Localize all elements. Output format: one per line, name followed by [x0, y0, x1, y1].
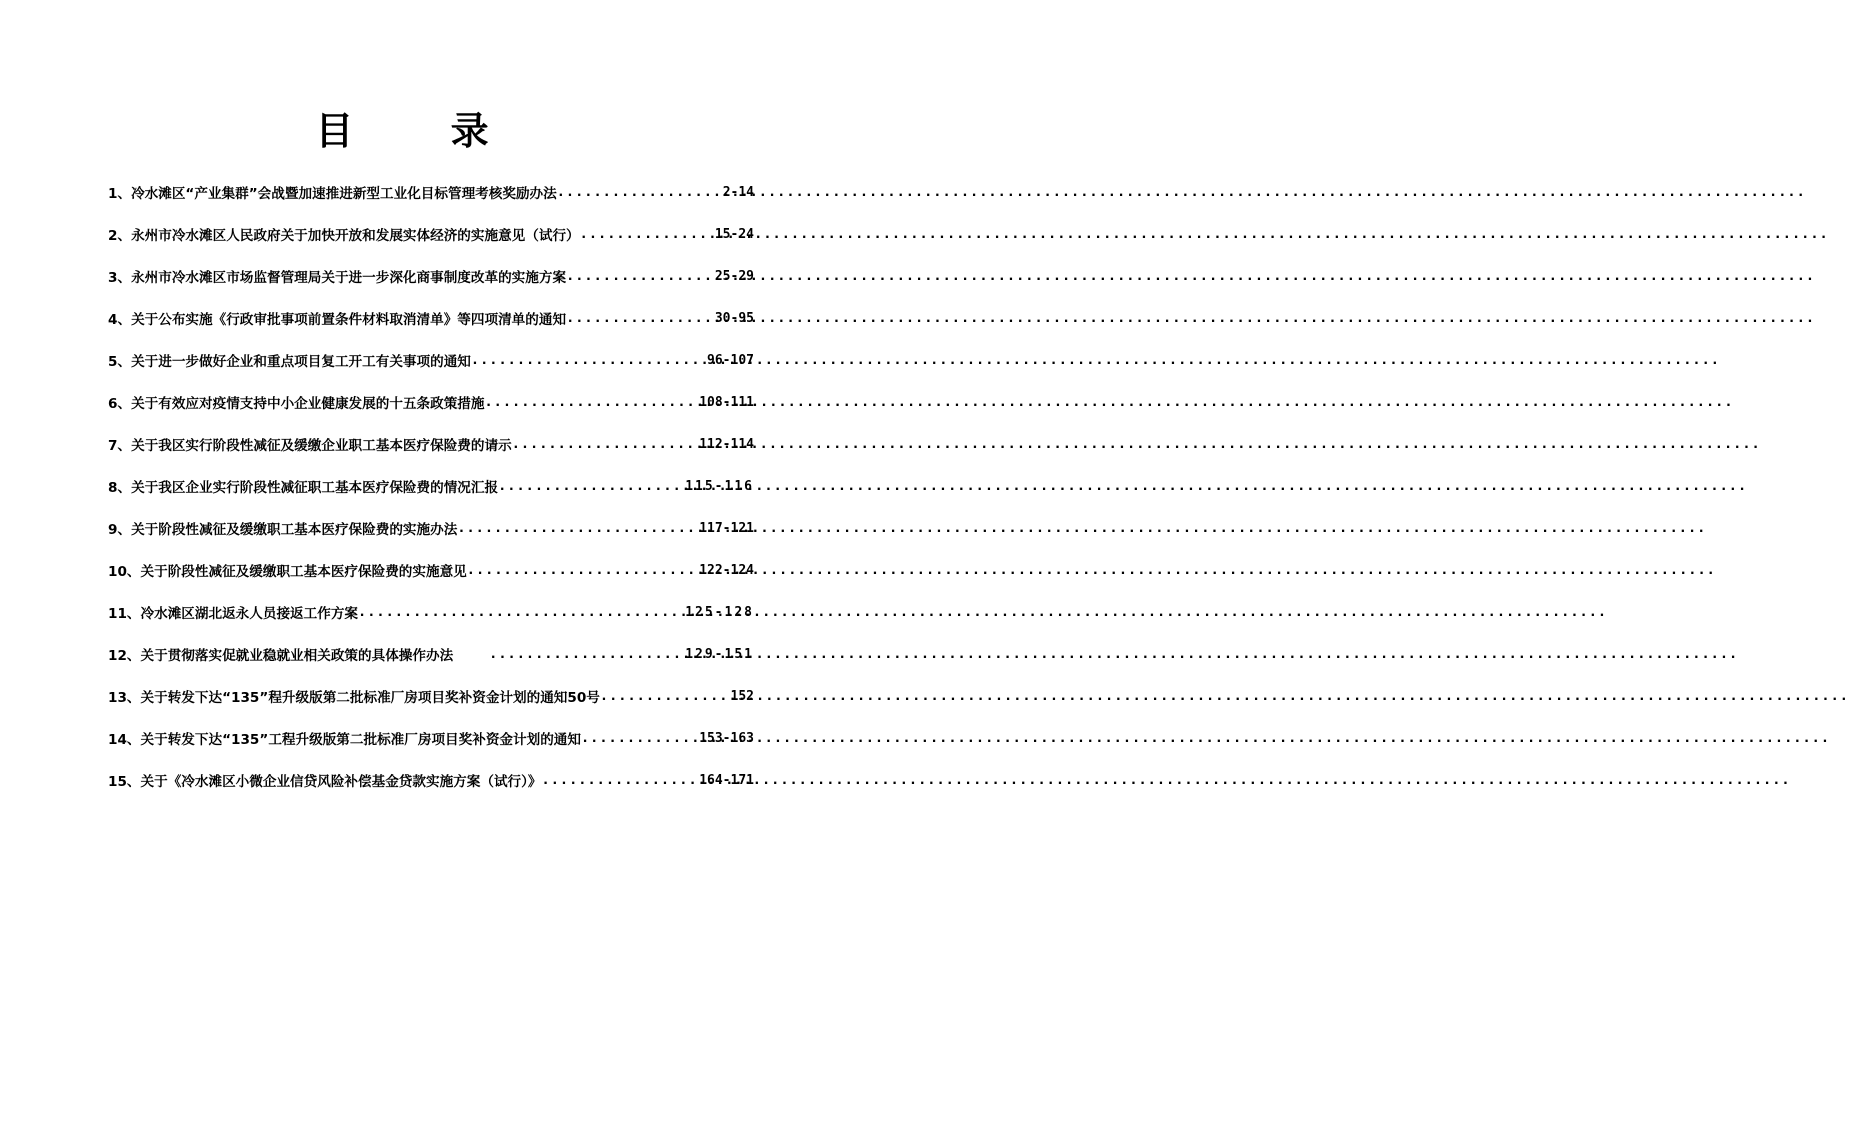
toc-entry-title: 永州市冷水滩区市场监督管理局关于进一步深化商事制度改革的实施方案: [131, 270, 567, 286]
toc-leader-dots: [457, 520, 699, 536]
toc-entry-number: 4、: [108, 312, 132, 328]
toc-entry-title: 关于阶段性减征及缓缴职工基本医疗保险费的实施办法: [131, 522, 458, 538]
toc-leader-dots: [600, 688, 731, 704]
toc-leader-dots: [358, 604, 685, 620]
toc-entry: [108, 213, 754, 255]
toc-entry-pages: 164-171: [699, 772, 754, 788]
toc-entry: [108, 171, 754, 213]
toc-entry-title: 关于阶段性减征及缓缴职工基本医疗保险费的实施意见: [140, 564, 467, 580]
toc-leader-dots: [566, 268, 715, 284]
toc-entry-pages: 96-107: [707, 352, 754, 368]
toc-entry-title: 关于我区实行阶段性减征及缓缴企业职工基本医疗保险费的请示: [131, 438, 512, 454]
toc-entry-pages: 115-116: [685, 478, 754, 494]
toc-entry: [108, 507, 754, 549]
toc-leader-dots: [498, 478, 685, 494]
toc-entry-number: 14、: [108, 732, 141, 748]
toc-entry-pages: 112-114: [699, 436, 754, 452]
toc-entry: [108, 759, 754, 801]
toc-entry: [108, 381, 754, 423]
toc-entry: [108, 549, 754, 591]
toc-entry-number: 13、: [108, 690, 141, 706]
toc-leader-dots: [485, 394, 700, 410]
toc-entry: [108, 633, 754, 675]
toc-entry-pages: 15-24: [714, 226, 754, 242]
toc-entry-title: 关于《冷水滩区小微企业信贷风险补偿基金贷款实施方案（试行）》: [140, 774, 542, 790]
toc-entry-number: 15、: [108, 774, 141, 790]
toc-entry-pages: 152: [730, 688, 754, 704]
toc-entry: [108, 675, 754, 717]
toc-entry-title: 关于贯彻落实促就业稳就业相关政策的具体操作办法: [140, 648, 454, 664]
toc-leader-dots: [471, 352, 707, 368]
toc-entry-title: 冷水滩区“产业集群”会战暨加速推进新型工业化目标管理考核奖励办法: [131, 186, 557, 202]
toc-entry-pages: 117-121: [699, 520, 754, 536]
toc-entry-number: 1、: [108, 186, 132, 202]
toc-entry-pages: 153-163: [699, 730, 754, 746]
toc-entry-pages: 125-128: [685, 604, 754, 620]
toc-entry-number: 10、: [108, 564, 141, 580]
toc-entry: [108, 717, 754, 759]
toc-entry-number: 8、: [108, 480, 132, 496]
document-page: [0, 0, 804, 1129]
toc-entry-number: 5、: [108, 354, 132, 370]
table-of-contents: [108, 171, 754, 801]
toc-entry-pages: 129-151: [685, 646, 754, 662]
toc-entry: [108, 591, 754, 633]
page-title: 目 录: [315, 108, 531, 153]
toc-leader-dots: [542, 772, 700, 788]
toc-entry-number: 3、: [108, 270, 132, 286]
toc-entry-title: 关于公布实施《行政审批事项前置条件材料取消清单》等四项清单的通知: [131, 312, 567, 328]
toc-entry: [108, 339, 754, 381]
toc-entry-number: 9、: [108, 522, 132, 538]
toc-entry-pages: 122-124: [699, 562, 754, 578]
toc-entry-pages: 108-111: [699, 394, 754, 410]
toc-entry-pages: 25-29: [714, 268, 754, 284]
toc-entry-pages: 30-95: [714, 310, 754, 326]
toc-leader-dots: [581, 730, 699, 746]
toc-entry: [108, 423, 754, 465]
toc-entry: [108, 255, 754, 297]
toc-entry-title: 冷水滩区湖北返永人员接返工作方案: [140, 606, 359, 622]
toc-leader-dots: [512, 436, 700, 452]
toc-entry-title: 关于进一步做好企业和重点项目复工开工有关事项的通知: [131, 354, 471, 370]
toc-entry-title: 关于转发下达“135”工程升级版第二批标准厂房项目奖补资金计划的通知: [140, 732, 581, 748]
toc-leader-dots: [580, 226, 715, 242]
toc-entry: [108, 465, 754, 507]
toc-leader-dots: [467, 562, 699, 578]
toc-entry-title: 关于转发下达“135”程升级版第二批标准厂房项目奖补资金计划的通知50号: [140, 690, 600, 706]
toc-entry-title: 关于我区企业实行阶段性减征职工基本医疗保险费的情况汇报: [131, 480, 499, 496]
toc-leader-dots: [557, 184, 723, 200]
toc-entry-number: 11、: [108, 606, 141, 622]
toc-entry-number: 6、: [108, 396, 132, 412]
toc-entry-number: 2、: [108, 228, 132, 244]
toc-entry-number: 12、: [108, 648, 141, 664]
toc-entry-number: 7、: [108, 438, 132, 454]
toc-entry-pages: 2-14: [722, 184, 754, 200]
toc-entry: [108, 297, 754, 339]
toc-leader-dots: [489, 646, 685, 662]
toc-entry-title: 永州市冷水滩区人民政府关于加快开放和发展实体经济的实施意见（试行）: [131, 228, 580, 244]
toc-entry-title: 关于有效应对疫情支持中小企业健康发展的十五条政策措施: [131, 396, 485, 412]
toc-leader-dots: [566, 310, 715, 326]
